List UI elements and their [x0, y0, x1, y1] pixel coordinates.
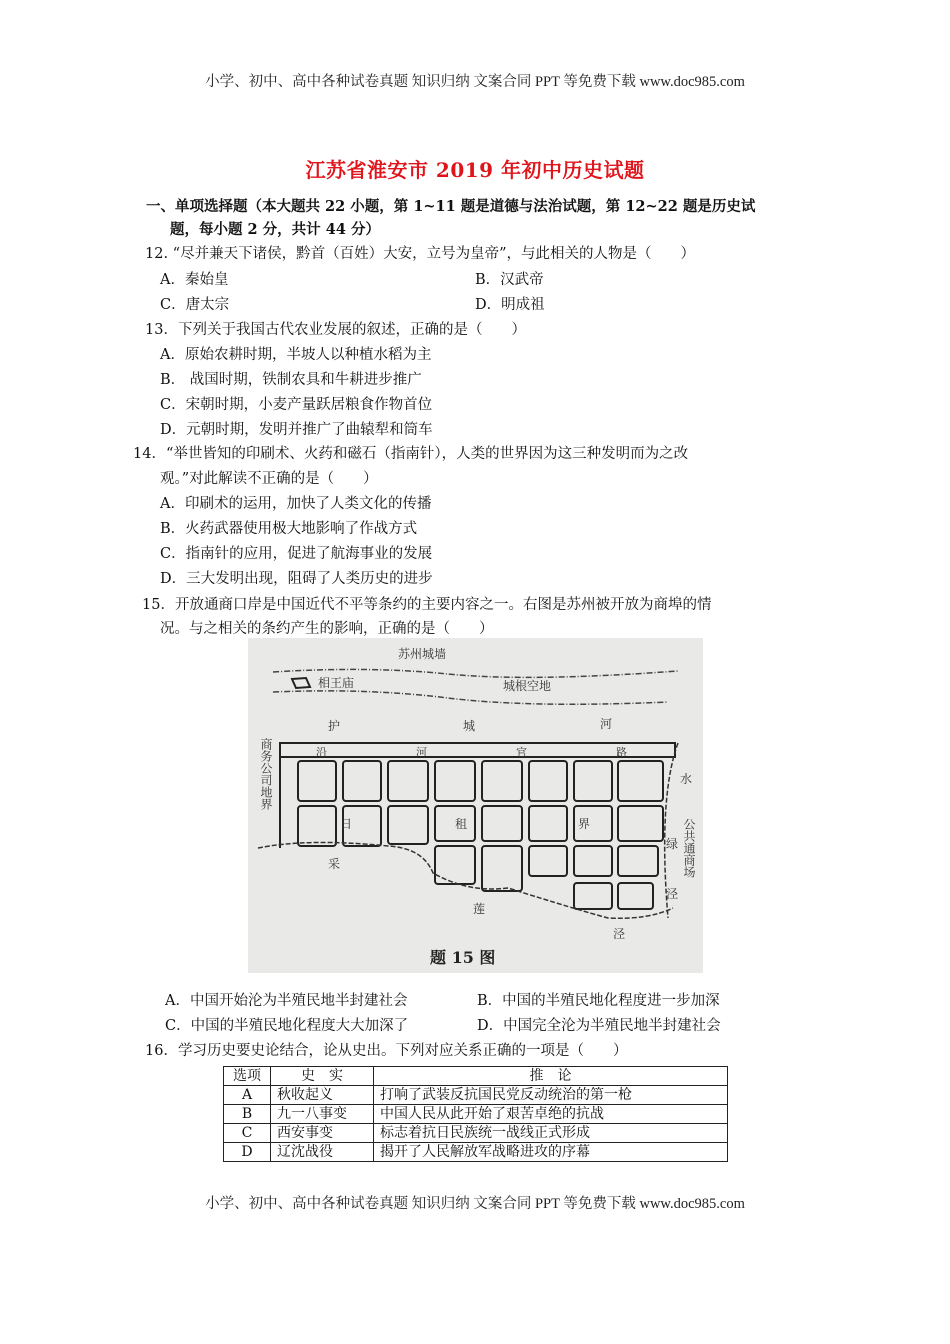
label-canal-3: 泾 — [613, 927, 626, 941]
table-cell: 辽沈战役 — [271, 1143, 374, 1162]
label-moat-2: 城 — [463, 719, 476, 733]
label-canal-1: 采 — [328, 857, 341, 871]
q13-option-a: A．原始农耕时期，半坡人以种植水稻为主 — [160, 347, 432, 363]
table-cell: B — [224, 1105, 271, 1124]
table-header-row — [224, 1067, 728, 1086]
table-cell: A — [224, 1086, 271, 1105]
q15-option-c: C．中国的半殖民地化程度大大加深了 — [165, 1018, 409, 1034]
temple-icon — [292, 678, 310, 688]
label-water-3: 泾 — [666, 887, 679, 901]
question-15-stem-line1: 15．开放通商口岸是中国近代不平等条约的主要内容之一。右图是苏州被开放为商埠的情 — [142, 597, 712, 613]
table-cell: 揭开了人民解放军战略进攻的序幕 — [374, 1143, 728, 1162]
table-row — [224, 1105, 728, 1124]
question-14-stem-line2: 观。”对此解读不正确的是（ ） — [160, 471, 378, 487]
table-cell: D — [224, 1143, 271, 1162]
label-public-market: 公共通商场 — [682, 818, 696, 878]
label-moat-1: 护 — [328, 719, 341, 733]
table-cell: 打响了武装反抗国民党反动统治的第一枪 — [374, 1086, 728, 1105]
table-cell: 九一八事变 — [271, 1105, 374, 1124]
label-open-land: 城根空地 — [503, 679, 552, 693]
q15-option-b: B．中国的半殖民地化程度进一步加深 — [477, 993, 720, 1009]
q14-option-c: C．指南针的应用，促进了航海事业的发展 — [160, 546, 433, 562]
q13-option-d: D．元朝时期，发明并推广了曲辕犁和筒车 — [160, 422, 433, 438]
q14-option-a: A．印刷术的运用，加快了人类文化的传播 — [160, 496, 432, 512]
question-12-stem: 12. “尽并兼天下诸侯，黔首（百姓）大安，立号为皇帝”，与此相关的人物是（ ） — [145, 246, 695, 262]
section-heading-line2: 题，每小题 2 分，共计 44 分） — [170, 221, 380, 238]
section-heading-line1: 一、单项选择题（本大题共 22 小题，第 1~11 题是道德与法治试题，第 12~22 题是历史试 — [146, 198, 756, 215]
label-moat-3: 河 — [600, 717, 613, 731]
page-title: 江苏省淮安市 2019 年初中历史试题 — [305, 158, 645, 182]
label-concession-3: 界 — [578, 817, 591, 831]
label-water-1: 水 — [680, 772, 693, 786]
table-cell: 标志着抗日民族统一战线正式形成 — [374, 1124, 728, 1143]
q12-option-c: C．唐太宗 — [160, 297, 230, 313]
q14-option-d: D．三大发明出现，阻碍了人类历史的进步 — [160, 571, 433, 587]
table-cell: C — [224, 1124, 271, 1143]
page-footer: 小学、初中、高中各种试卷真题 知识归纳 文案合同 PPT 等免费下载 www.doc985.com — [205, 1196, 745, 1212]
map-caption: 题 15 图 — [430, 948, 496, 967]
q13-option-c: C．宋朝时期，小麦产量跃居粮食作物首位 — [160, 397, 433, 413]
table-cell: 西安事变 — [271, 1124, 374, 1143]
label-road-1: 沿 — [316, 746, 327, 759]
q12-option-b: B．汉武帝 — [475, 272, 544, 288]
question-13-stem: 13．下列关于我国古代农业发展的叙述，正确的是（ ） — [145, 322, 526, 338]
label-city-wall: 苏州城墙 — [398, 647, 447, 661]
table-cell: 中国人民从此开始了艰苦卓绝的抗战 — [374, 1105, 728, 1124]
label-concession-1: 日 — [340, 817, 353, 831]
table-header: 选项 — [224, 1067, 271, 1086]
question-14-stem-line1: 14．“举世皆知的印刷术、火药和磁石（指南针），人类的世界因为这三种发明而为之改 — [133, 446, 689, 462]
label-water-2: 绿 — [666, 837, 679, 851]
table-row — [224, 1086, 728, 1105]
label-road-2: 河 — [416, 746, 427, 759]
table-header: 推 论 — [374, 1067, 728, 1086]
label-road-3: 官 — [516, 746, 527, 759]
question-15-stem-line2: 况。与之相关的条约产生的影响，正确的是（ ） — [160, 621, 494, 637]
history-table — [223, 1066, 728, 1162]
page-header: 小学、初中、高中各种试卷真题 知识归纳 文案合同 PPT 等免费下载 www.doc985.com — [205, 74, 745, 90]
q14-option-b: B．火药武器使用极大地影响了作战方式 — [160, 521, 418, 537]
table-header: 史 实 — [271, 1067, 374, 1086]
suzhou-concession-map — [248, 638, 703, 973]
question-16-stem: 16．学习历史要史论结合，论从史出。下列对应关系正确的一项是（ ） — [145, 1043, 628, 1059]
q12-option-d: D．明成祖 — [475, 297, 545, 313]
label-canal-2: 莲 — [473, 902, 486, 916]
q15-option-a: A．中国开始沦为半殖民地半封建社会 — [165, 993, 408, 1009]
label-temple: 相王庙 — [318, 676, 355, 690]
q13-option-b: B． 战国时期，铁制农具和牛耕进步推广 — [160, 372, 422, 388]
table-row — [224, 1143, 728, 1162]
q12-option-a: A．秦始皇 — [160, 272, 229, 288]
table-row — [224, 1124, 728, 1143]
label-road-4: 路 — [616, 746, 627, 759]
q15-option-d: D．中国完全沦为半殖民地半封建社会 — [477, 1018, 721, 1034]
label-left-boundary: 商务公司地界 — [259, 738, 273, 810]
label-concession-2: 租 — [455, 817, 468, 831]
table-cell: 秋收起义 — [271, 1086, 374, 1105]
